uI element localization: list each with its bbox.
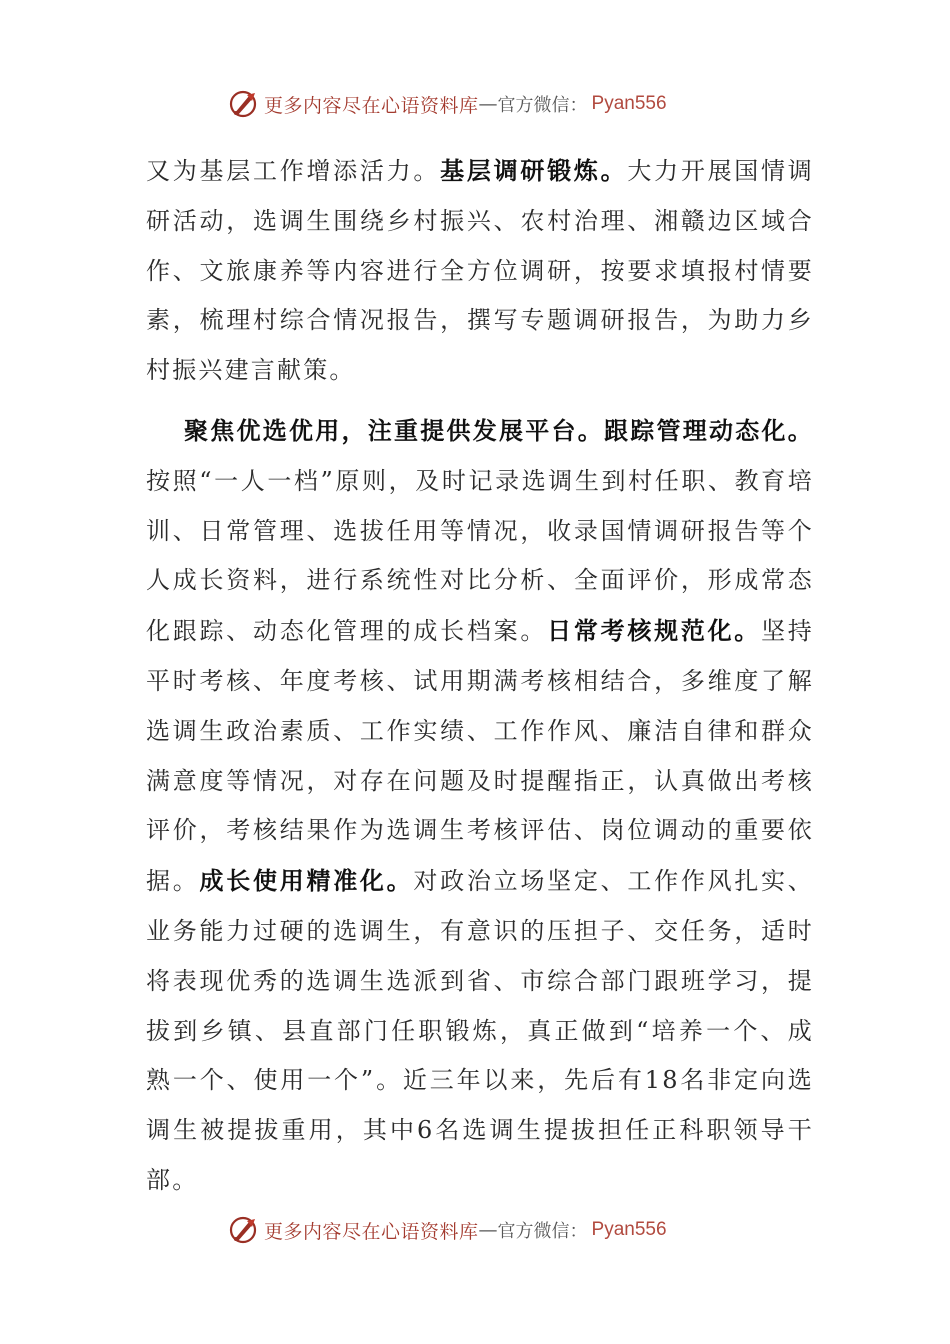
text-run: 又为基层工作增添活力。 [146, 157, 441, 185]
quill-pen-seal-icon [228, 89, 258, 119]
watermark-main-text: 更多内容尽在心语资料库 [264, 1220, 479, 1243]
bold-heading-run: 成长使用精准化。 [199, 866, 414, 896]
watermark-separator: — [478, 93, 498, 115]
watermark-separator: — [478, 1219, 498, 1241]
watermark-sub-text: 官方微信： [497, 1221, 588, 1242]
header-watermark [228, 88, 667, 120]
bold-heading-run: 聚焦优选优用，注重提供发展平台。跟踪管理动态化。 [184, 415, 814, 445]
bold-heading-run: 日常考核规范化。 [547, 616, 762, 646]
paragraph-2 [146, 406, 814, 1206]
watermark-main-text: 更多内容尽在心语资料库 [264, 94, 479, 117]
bold-heading-run: 基层调研锻炼。 [440, 156, 628, 185]
footer-watermark [228, 1214, 667, 1246]
paragraph-1 [146, 146, 814, 396]
watermark-sub-text: 官方微信： [497, 95, 588, 116]
watermark-id: Pyan556 [591, 1219, 667, 1240]
text-run: 大力开展国情调研活动，选调生围绕乡村振兴、农村治理、湘赣边区域合作、文旅康养等内容进行全方位调研，按要求填报村情要素，梳理村综合情况报告，撰写专题调研报告，为助力乡村振兴建言献策。 [146, 157, 814, 385]
watermark-id: Pyan556 [591, 93, 667, 114]
text-run: 对政治立场坚定、工作作风扎实、业务能力过硬的选调生，有意识的压担子、交任务，适时将表现优秀的选调生选派到省、市综合部门跟班学习，提拔到乡镇、县直部门任职锻炼，真正做到“培养一个、成熟一个、使用一个”。近三年以来，先后有18名非定向选调生被提拔重用，其中6名选调生提拔担任正科职领导干部。 [146, 867, 814, 1194]
text-run: 按照“一人一档”原则，及时记录选调生到村任职、教育培训、日常管理、选拔任用等情况，收录国情调研报告等个人成长资料，进行系统性对比分析、全面评价，形成常态化跟踪、动态化管理的成长档案。 [146, 466, 814, 646]
quill-pen-seal-icon [228, 1215, 258, 1245]
document-body [146, 146, 814, 1206]
text-run: 坚持平时考核、年度考核、试用期满考核相结合，多维度了解选调生政治素质、工作实绩、工作作风、廉洁自律和群众满意度等情况，对存在问题及时提醒指正，认真做出考核评价，考核结果作为选调生考核评估、岗位调动的重要依据。 [146, 617, 815, 896]
